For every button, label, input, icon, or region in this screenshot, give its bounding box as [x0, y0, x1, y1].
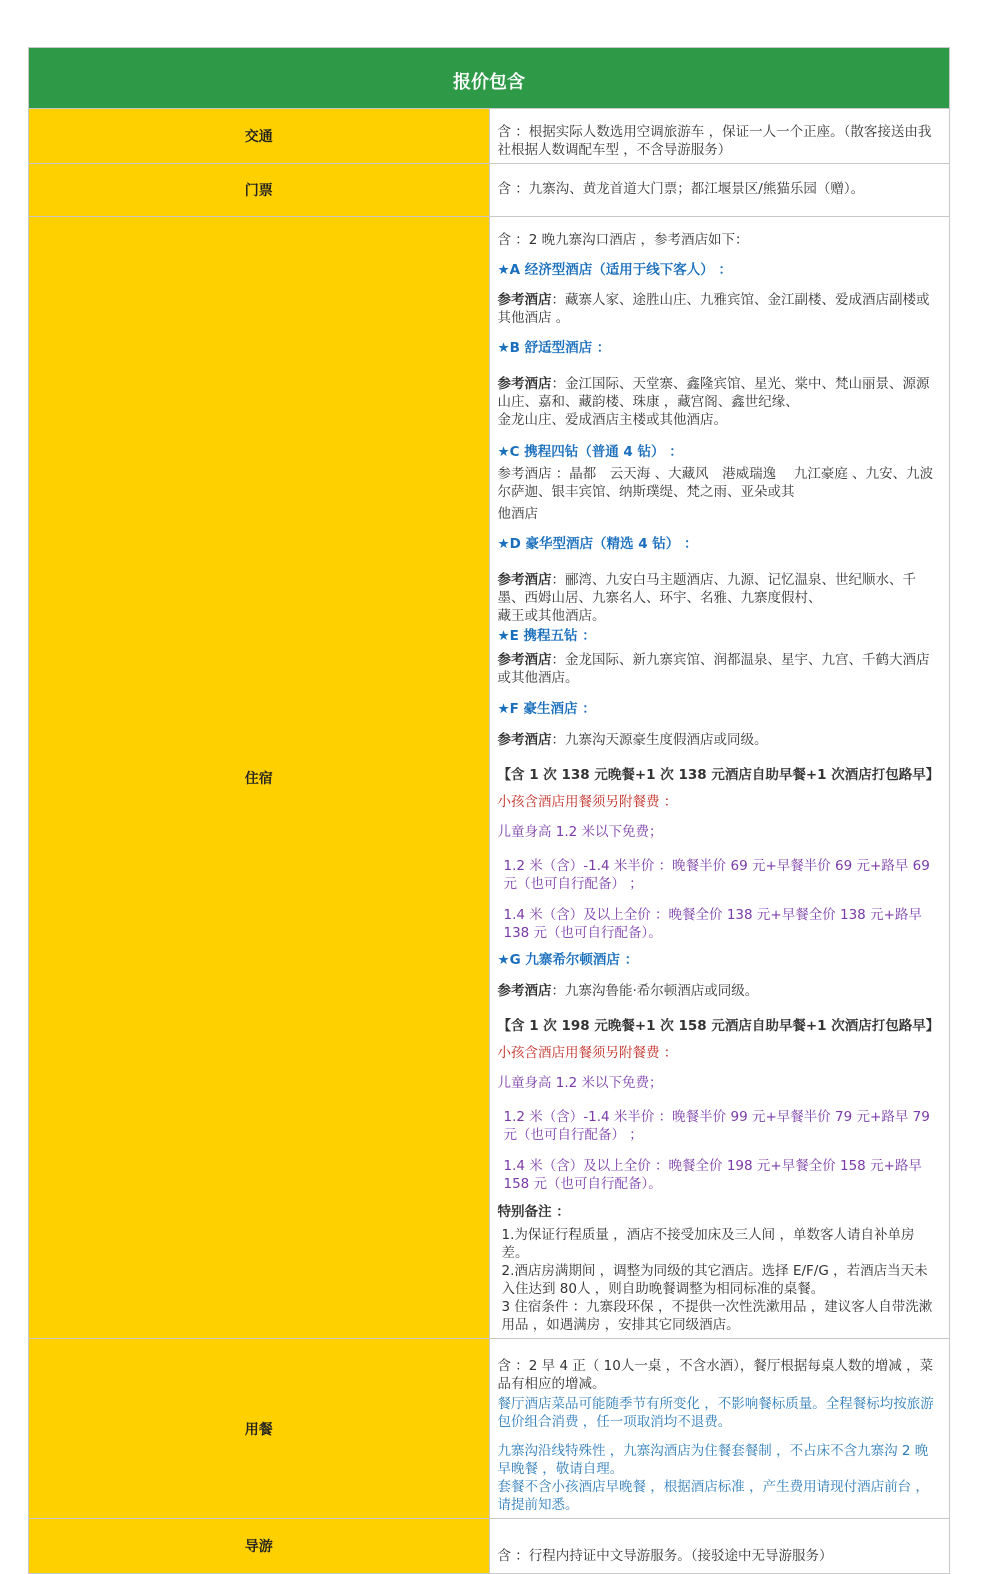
- hotel-d-hotels-1: ：郦湾、九安白马主题酒店、九源、记忆温泉、世纪顺水、千墨、西姆山居、九寨名人、环宇、名雅、九寨度假村、: [497, 572, 916, 606]
- hotel-d-title: ★D 豪华型酒店（精选 4 钻） ：: [497, 536, 698, 552]
- transport-text: 含 ：根据实际人数选用空调旅游车 ，保证一人一个正座。（散客接送由我社根据人数调配车型 ，不含导游服务）: [497, 124, 932, 158]
- hotel-c-list: 参考酒店 ：晶都 云天海 、大藏风 港威瑞逸 九江豪庭 、九安、九波尔萨迦、银丰宾馆、纳斯璞缇、梵之雨、亚朵或其: [497, 466, 934, 500]
- hotel-a-title: ★A 经济型酒店（适用于线下客人） ：: [497, 262, 732, 278]
- guide-label: 导游: [29, 1519, 490, 1574]
- hotel-e-list: [498, 651, 942, 687]
- price-inclusion-table: [28, 47, 950, 1574]
- hotel-g-child-note: 小孩含酒店用餐须另附餐费 ：: [497, 1045, 678, 1061]
- hotel-d-list: [498, 571, 942, 607]
- hotel-g-hotels: ：九寨沟鲁能·希尔顿酒店或同级。: [551, 983, 759, 999]
- guide-content: [489, 1519, 950, 1574]
- hotel-b-list: [498, 375, 942, 411]
- ref-label: 参考酒店: [497, 652, 552, 668]
- hotel-g-half-price: 1.2 米（含）-1.4 米半价 ：晚餐半价 99 元+早餐半价 79 元+路早 79 元（也可自行配备） ；: [503, 1109, 930, 1143]
- lodging-content: [489, 217, 950, 1339]
- hotel-b-hotels-1: ：金江国际、天堂寨、鑫隆宾馆、星光、棠中、梵山丽景、源源山庄、嘉和、藏韵楼、珠康 ，藏宫阁、鑫世纪缘、: [497, 376, 930, 410]
- hotel-f-half-price: 1.2 米（含）-1.4 米半价 ：晚餐半价 69 元+早餐半价 69 元+路早 69 元（也可自行配备） ；: [503, 858, 930, 892]
- hotel-g-title: ★G 九寨希尔顿酒店 ：: [497, 952, 639, 968]
- hotel-e-hotels: ：金龙国际、新九寨宾馆、润都温泉、星宇、九宫、千鹤大酒店或其他酒店。: [497, 652, 930, 686]
- tickets-content: [489, 164, 950, 217]
- hotel-f-title: ★F 豪生酒店 ：: [497, 701, 596, 717]
- ref-label: 参考酒店: [497, 572, 552, 588]
- hotel-f-hotels: ：九寨沟天源豪生度假酒店或同级。: [551, 732, 768, 748]
- lodging-intro: 含 ：2 晚九寨沟口酒店 ，参考酒店如下：: [497, 232, 749, 248]
- hotel-a-hotels: ：藏寨人家、途胜山庄、九雅宾馆、金江副楼、爱成酒店副楼或其他酒店 。: [497, 292, 930, 326]
- hotel-c-list-2: 他酒店: [497, 506, 538, 522]
- special-notes-title: 特别备注 ：: [497, 1204, 570, 1220]
- price-inclusion-sheet: [28, 47, 950, 1574]
- hotel-g-list: [498, 982, 942, 1000]
- hotel-f-full-price: 1.4 米（含）及以上全价 ：晚餐全价 138 元+早餐全价 138 元+路早 138 元（也可自行配备）。: [503, 907, 922, 941]
- hotel-g-child-free: 儿童身高 1.2 米以下免费；: [497, 1075, 663, 1091]
- hotel-b-title: ★B 舒适型酒店 ：: [497, 340, 611, 356]
- ref-label: 参考酒店: [497, 292, 552, 308]
- guide-text: 含 ：行程内持证中文导游服务。（接驳途中无导游服务）: [497, 1548, 833, 1564]
- hotel-f-child-free: 儿童身高 1.2 米以下免费；: [497, 824, 663, 840]
- meals-text-1: 含 ：2 早 4 正（ 10人一桌 ，不含水酒），餐厅根据每桌人数的增减 ，菜品有相应的增减。: [497, 1358, 934, 1392]
- hotel-c-title: ★C 携程四钻（普通 4 钻） ：: [497, 444, 683, 460]
- meals-text-3: 九寨沟沿线特殊性 ，九寨沟酒店为住餐套餐制 ，不占床不含九寨沟 2 晚早晚餐 ，敬请自理。: [497, 1443, 929, 1477]
- special-note-2: 2.酒店房满期间 ，调整为同级的其它酒店。选择 E/F/G ，若酒店当天未入住达到 80人 ，则自助晚餐调整为相同标准的桌餐。: [501, 1263, 928, 1297]
- meals-text-4: 套餐不含小孩酒店早晚餐 ，根据酒店标准 ，产生费用请现付酒店前台 ，请提前知悉。: [497, 1479, 929, 1513]
- ref-label: 参考酒店: [497, 983, 552, 999]
- special-note-1: 1.为保证行程质量 ，酒店不接受加床及三人间 ，单数客人请自补单房差。: [501, 1227, 915, 1261]
- hotel-f-meal: 【含 1 次 138 元晚餐+1 次 138 元酒店自助早餐+1 次酒店打包路早】: [497, 767, 940, 783]
- ref-label: 参考酒店: [497, 732, 552, 748]
- meals-text-2: 餐厅酒店菜品可能随季节有所变化 ，不影响餐标质量。全程餐标均按旅游包价组合消费 ，任一项取消均不退费。: [497, 1396, 934, 1430]
- hotel-b-list-2: 金龙山庄、爱成酒店主楼或其他酒店。: [497, 412, 727, 428]
- meals-content: [489, 1339, 950, 1519]
- hotel-a-list: [498, 291, 942, 327]
- lodging-label: 住宿: [29, 217, 490, 1339]
- hotel-f-child-note: 小孩含酒店用餐须另附餐费 ：: [497, 794, 678, 810]
- header-title: 报价包含: [453, 72, 525, 93]
- hotel-g-full-price: 1.4 米（含）及以上全价 ：晚餐全价 198 元+早餐全价 158 元+路早 158 元（也可自行配备）。: [503, 1158, 922, 1192]
- ref-label: 参考酒店: [497, 376, 552, 392]
- hotel-g-meal: 【含 1 次 198 元晚餐+1 次 158 元酒店自助早餐+1 次酒店打包路早】: [497, 1018, 940, 1034]
- tickets-label: 门票: [29, 164, 490, 217]
- transport-content: [489, 109, 950, 164]
- transport-label: 交通: [29, 109, 490, 164]
- hotel-d-list-2: 藏王或其他酒店。: [497, 608, 606, 624]
- hotel-e-title: ★E 携程五钻 ：: [497, 628, 596, 644]
- meals-label: 用餐: [29, 1339, 490, 1519]
- table-header: [29, 48, 950, 109]
- hotel-f-list: [498, 731, 942, 749]
- tickets-text: 含 ：九寨沟、黄龙首道大门票；都江堰景区/熊猫乐园（赠）。: [497, 181, 865, 197]
- special-note-3: 3 住宿条件 ：九寨段环保 ，不提供一次性洗漱用品 ，建议客人自带洗漱用品 ，如遇满房 ，安排其它同级酒店。: [501, 1299, 933, 1333]
